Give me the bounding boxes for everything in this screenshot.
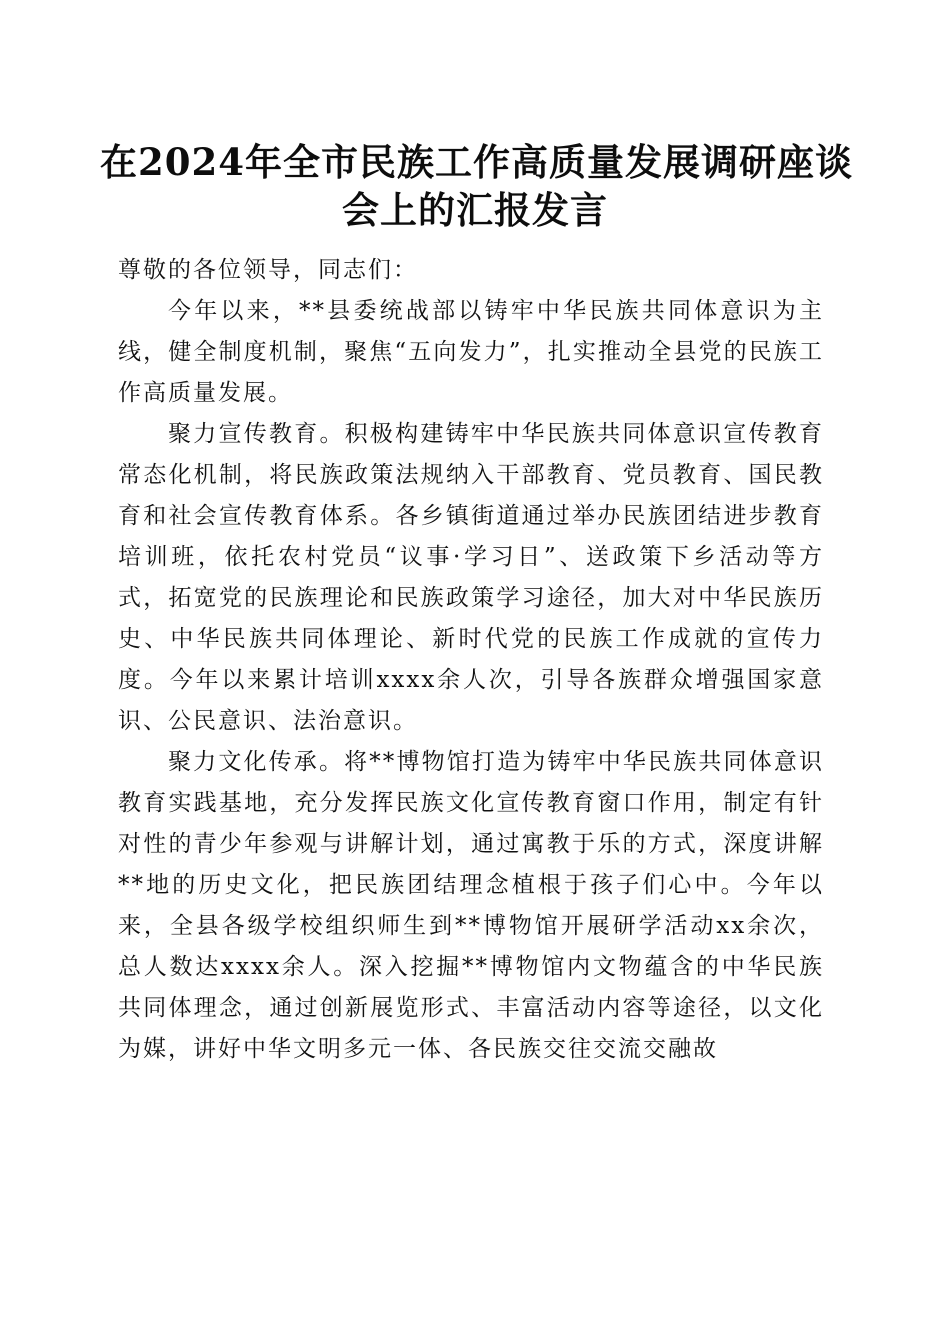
title-line-1: 在2024年全市民族工作高质量发展调研座谈 [100, 140, 853, 184]
document-body [118, 250, 824, 1070]
document-title [100, 138, 853, 234]
paragraph-cultural-heritage: 聚力文化传承。将**博物馆打造为铸牢中华民族共同体意识教育实践基地，充分发挥民族文化宣传教育窗口作用，制定有针对性的青少年参观与讲解计划，通过寓教于乐的方式，深度讲解**地的历史文化，把民族团结理念植根于孩子们心中。今年以来，全县各级学校组织师生到**博物馆开展研学活动xx余次，总人数达xxxx余人。深入挖掘**博物馆内文物蕴含的中华民族共同体理念，通过创新展览形式、丰富活动内容等途径，以文化为媒，讲好中华文明多元一体、各民族交往交流交融故 [118, 749, 824, 1062]
title-line-2: 会上的汇报发言 [342, 188, 608, 232]
paragraph-intro: 今年以来，**县委统战部以铸牢中华民族共同体意识为主线，健全制度机制，聚焦“五向发力”，扎实推动全县党的民族工作高质量发展。 [118, 298, 824, 406]
paragraph-publicity-education: 聚力宣传教育。积极构建铸牢中华民族共同体意识宣传教育常态化机制，将民族政策法规纳入干部教育、党员教育、国民教育和社会宣传教育体系。各乡镇街道通过举办民族团结进步教育培训班，依托农村党员“议事·学习日”、送政策下乡活动等方式，拓宽党的民族理论和民族政策学习途径，加大对中华民族历史、中华民族共同体理论、新时代党的民族工作成就的宣传力度。今年以来累计培训xxxx余人次，引导各族群众增强国家意识、公民意识、法治意识。 [118, 421, 824, 734]
salutation: 尊敬的各位领导，同志们： [118, 257, 418, 283]
